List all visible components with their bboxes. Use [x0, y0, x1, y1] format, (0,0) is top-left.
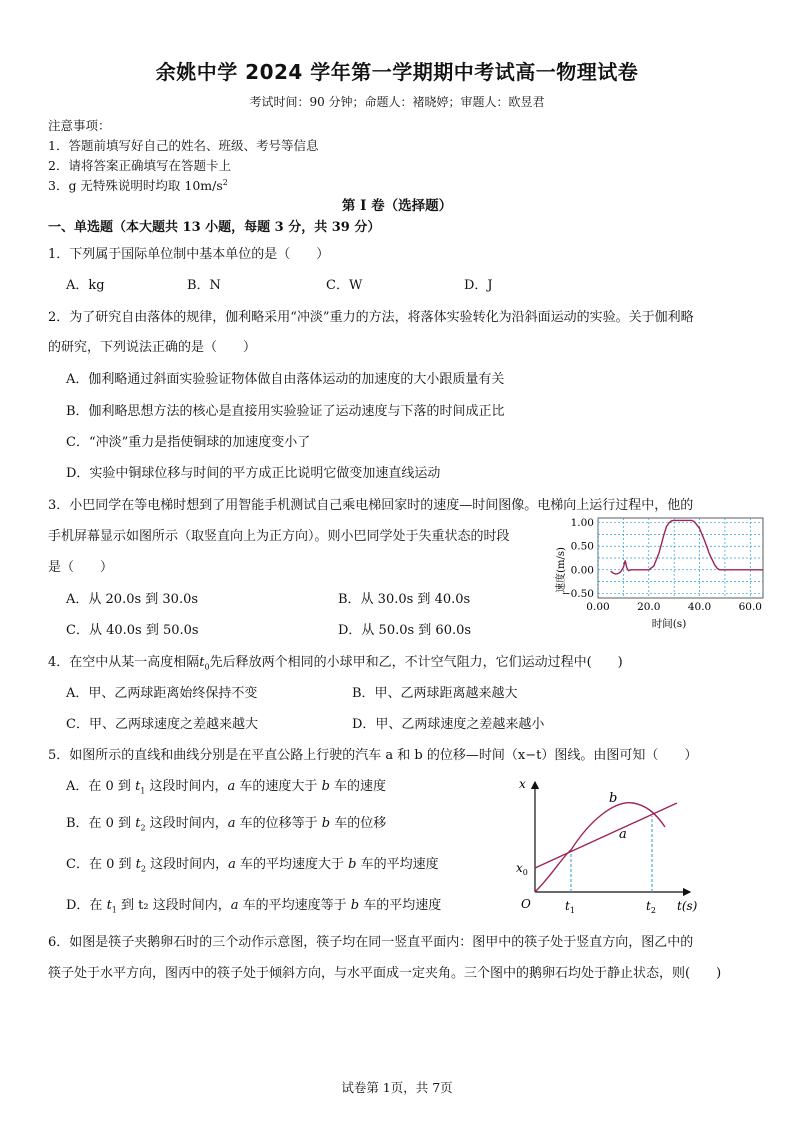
- q2-option-d: D．实验中铜球位移与时间的平方成正比说明它做变加速直线运动: [66, 466, 441, 481]
- x0-sub: 0: [522, 868, 528, 877]
- q5-a-pre: A．在 0 到: [66, 779, 136, 794]
- q3-option-a: A．从 20.0s 到 30.0s: [66, 592, 199, 607]
- q5-b-post2: 车的位移: [330, 816, 387, 831]
- q5-b-t: t: [135, 816, 141, 831]
- q5-stem: 5．如图所示的直线和曲线分别是在平直公路上行驶的汽车 a 和 b 的位移—时间（x−t）图线。由图可知（ ）: [48, 748, 698, 763]
- q4-stem-text: 4．在空中从某一高度相隔$t_0$先后释放两个相同的小球甲和乙，不计空气阻力，它们运动过程中( ): [48, 655, 623, 672]
- q1-option-d: D．J: [464, 278, 493, 293]
- q5-d-sub: 1: [111, 905, 117, 915]
- q5-c-car-b: b: [348, 857, 357, 872]
- q5-a-sub: 1: [140, 786, 146, 796]
- page-footer: 试卷第 1页，共 7页: [341, 1080, 453, 1095]
- x0-main: x: [516, 861, 523, 875]
- chart-ticks: [562, 517, 762, 613]
- part-heading: 一、单选题（本大题共 13 小题，每题 3 分，共 39 分）: [48, 220, 381, 235]
- q5-b-car-a: a: [227, 816, 236, 831]
- section-title: 第 I 卷（选择题）: [341, 198, 453, 214]
- q5-d-pre: D．在: [66, 898, 107, 913]
- q4-option-d: D．甲、乙两球速度之差越来越小: [352, 717, 545, 732]
- q3-stem-line2: 手机屏幕显示如图所示（取竖直向上为正方向）。则小巴同学处于失重状态的时段: [48, 529, 510, 544]
- q3-option-c: C．从 40.0s 到 50.0s: [66, 623, 199, 638]
- q4-t0: t: [199, 655, 205, 670]
- line-a-label: a: [619, 827, 627, 842]
- q2-option-a: A．伽利略通过斜面实验验证物体做自由落体运动的加速度的大小跟质量有关: [66, 372, 505, 387]
- q5-d-mid: 到 t₂ 这段时间内，: [116, 898, 231, 913]
- t1-sub: 1: [569, 906, 575, 915]
- t2-main: t: [646, 899, 651, 913]
- q5-a-mid: 这段时间内，: [145, 779, 228, 794]
- x0-label: [516, 861, 528, 877]
- q5-d-car-a: a: [230, 898, 239, 913]
- q5-a-post2: 车的速度: [329, 779, 387, 794]
- q1-option-c: C．W: [326, 278, 363, 293]
- q5-c-pre: C．在 0 到: [66, 857, 136, 872]
- q5-option-b: [66, 812, 386, 833]
- exam-title: 余姚中学 2024 学年第一学期期中考试高一物理试卷: [155, 60, 639, 84]
- x-tick-label: 20.0: [637, 601, 661, 613]
- q4-stem: [48, 651, 623, 672]
- q5-d-t: t: [106, 898, 112, 913]
- q2-option-b: B．伽利略思想方法的核心是直接用实验验证了运动速度与下落的时间成正比: [66, 404, 505, 419]
- y-tick-label: 0.00: [570, 564, 594, 577]
- line-a: [535, 803, 677, 868]
- q2-option-c: C．“冲淡”重力是指使铜球的加速度变小了: [66, 435, 311, 450]
- x-axis-label: x: [519, 777, 526, 791]
- q5-c-mid: 这段时间内，: [145, 857, 229, 872]
- q5-b-car-b: b: [321, 816, 331, 831]
- q5-c-car-a: a: [228, 857, 236, 872]
- x-tick-label: 40.0: [687, 601, 712, 613]
- note-item-2: 2．请将答案正确填写在答题卡上: [48, 158, 231, 173]
- position-time-graph: [505, 772, 705, 920]
- q5-option-a: [66, 775, 386, 796]
- q5-c-post2: 车的平均速度: [356, 857, 439, 872]
- q5-option-d: [66, 894, 441, 915]
- q3-stem-line1: 3．小巴同学在等电梯时想到了用智能手机测试自己乘电梯回家时的速度—时间图像。电梯向上运行过程中，他的: [48, 498, 694, 513]
- q2-stem-line2: 的研究，下列说法正确的是（ ）: [48, 340, 257, 355]
- chart-grid: [598, 518, 763, 598]
- q5-c-post: 车的平均速度大于: [235, 857, 349, 872]
- y-tick-label: −0.50: [561, 587, 594, 600]
- q5-b-mid: 这段时间内，: [145, 816, 228, 831]
- q5-d-post2: 车的平均速度: [359, 898, 442, 913]
- q5-b-post: 车的位移等于: [235, 816, 322, 831]
- q5-c-sub: 2: [140, 864, 146, 874]
- chart-ylabel: 速度(m/s): [556, 547, 567, 593]
- q1-option-a: A．kg: [66, 278, 105, 293]
- q3-option-b: B．从 30.0s 到 40.0s: [338, 592, 471, 607]
- q5-d-post: 车的平均速度等于: [238, 898, 351, 913]
- q4-option-a: A．甲、乙两球距离始终保持不变: [66, 686, 258, 701]
- curve-b-label: b: [609, 791, 618, 806]
- q6-stem-line1: 6．如图是筷子夹鹅卵石时的三个动作示意图，筷子均在同一竖直平面内：图甲中的筷子处于竖直方向，图乙中的: [48, 935, 694, 950]
- curve-b: [535, 803, 665, 892]
- y-tick-label: 0.50: [570, 540, 594, 553]
- q5-b-sub: 2: [140, 823, 146, 833]
- chart-xlabel: 时间(s): [651, 618, 687, 630]
- q5-a-t: t: [135, 779, 141, 794]
- t2-sub: 2: [650, 906, 656, 915]
- x-tick-label: 0.00: [586, 601, 610, 613]
- notes-heading: 注意事项：: [48, 118, 111, 133]
- q5-a-car-b: b: [321, 779, 330, 794]
- q1-stem: 1．下列属于国际单位制中基本单位的是（ ）: [48, 247, 330, 262]
- exam-subtitle: 考试时间：90 分钟；命题人：褚晓婷；审题人：欧昱君: [249, 95, 545, 109]
- origin-label: O: [521, 897, 531, 911]
- t1-label: [565, 899, 575, 915]
- q4-t0-sub: 0: [204, 662, 210, 672]
- q5-c-t: t: [135, 857, 141, 872]
- q5-a-car-a: a: [227, 779, 236, 794]
- velocity-series-line: [611, 520, 763, 574]
- q1-option-b: B．N: [187, 278, 221, 293]
- note-item-3-text: 3．g 无特殊说明时均取 10m/s: [48, 178, 223, 193]
- t1-main: t: [565, 899, 570, 913]
- note-item-1: 1．答题前填写好自己的姓名、班级、考号等信息: [48, 138, 319, 153]
- x-tick-label: 60.0: [738, 601, 763, 613]
- q5-option-c: [66, 853, 439, 874]
- t2-label: [646, 899, 656, 915]
- q4-option-b: B．甲、乙两球距离越来越大: [352, 686, 518, 701]
- q3-option-d: D．从 50.0s 到 60.0s: [338, 623, 472, 638]
- q4-option-c: C．甲、乙两球速度之差越来越大: [66, 717, 258, 732]
- q6-stem-line2: 筷子处于水平方向，图丙中的筷子处于倾斜方向，与水平面成一定夹角。三个图中的鹅卵石均处于静止状态，则( ): [48, 966, 722, 981]
- q5-d-car-b: b: [350, 898, 360, 913]
- q2-stem-line1: 2．为了研究自由落体的规律，伽利略采用“冲淡”重力的方法，将落体实验转化为沿斜面运动的实验。关于伽利略: [48, 310, 694, 325]
- t-axis-label: t(s): [677, 899, 698, 913]
- velocity-time-chart: [550, 512, 772, 632]
- q5-b-pre: B．在 0 到: [66, 816, 136, 831]
- note-item-3: [48, 176, 228, 194]
- q5-a-post: 车的速度大于: [235, 779, 322, 794]
- y-tick-label: 1.00: [570, 517, 594, 530]
- note-item-3-sup: 2: [222, 177, 228, 187]
- q3-stem-line3: 是（ ）: [48, 560, 114, 575]
